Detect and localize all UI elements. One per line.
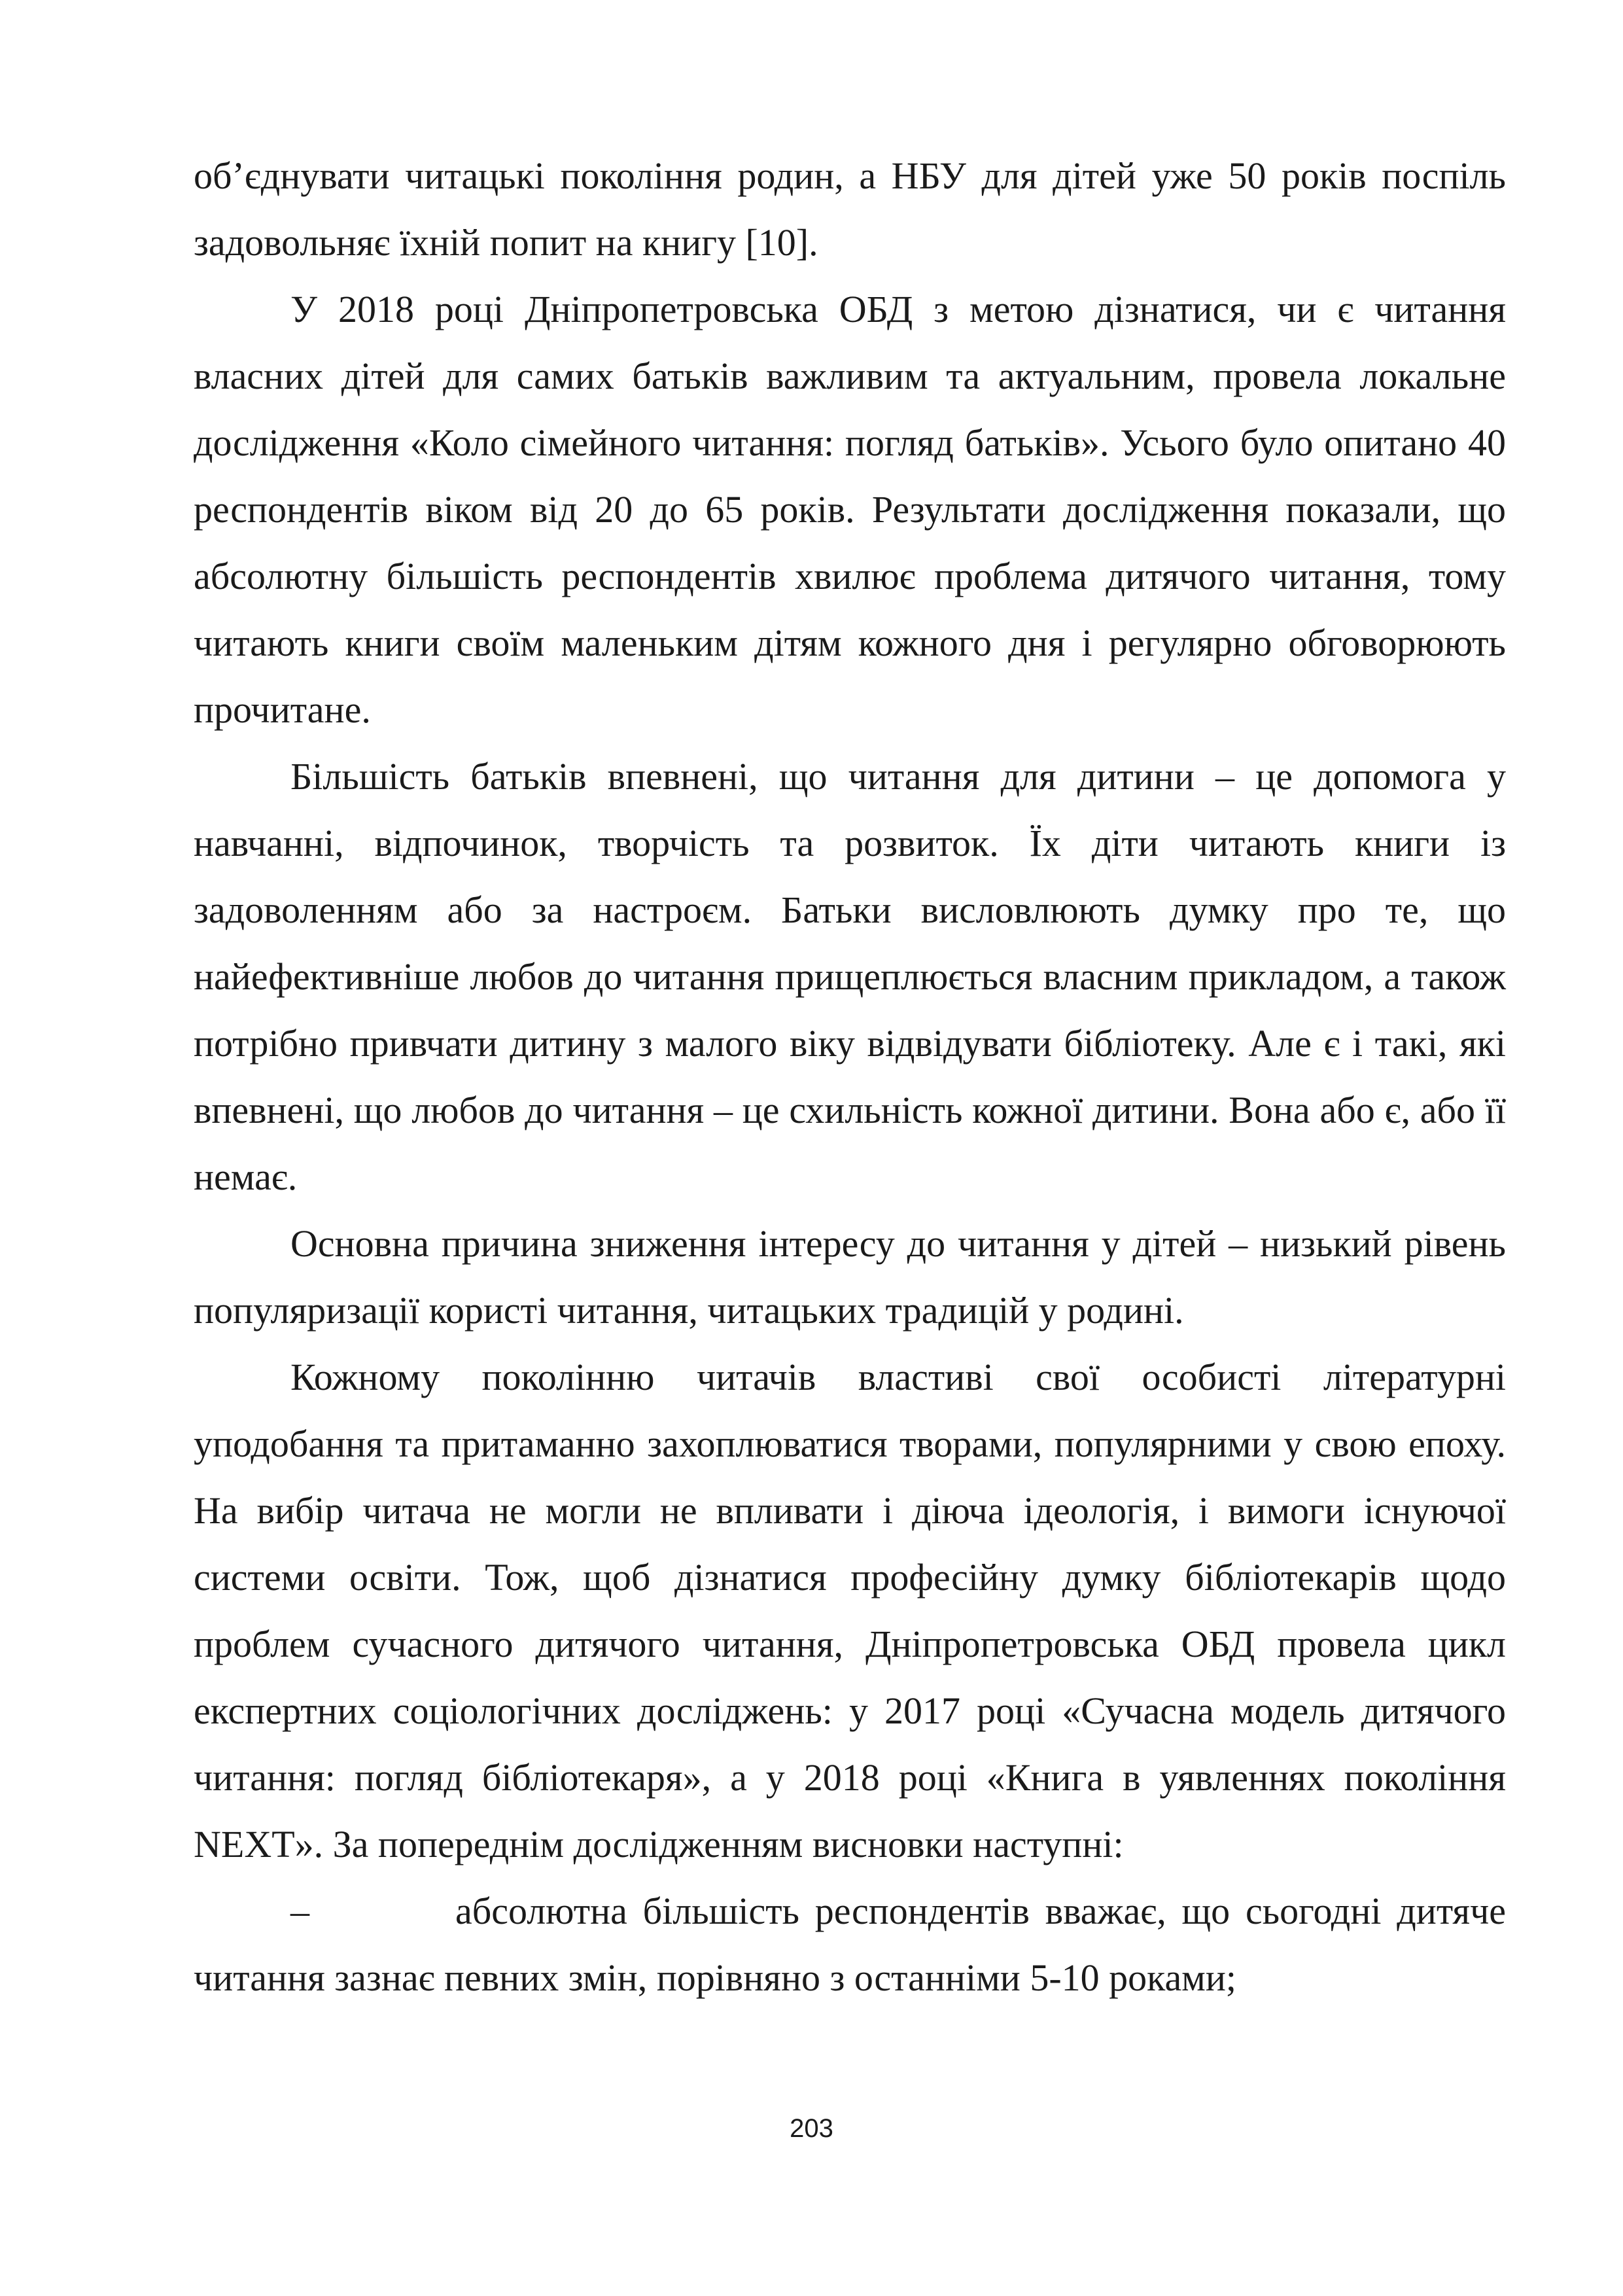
paragraph-5: Кожному поколінню читачів властиві свої особисті літературні уподобання та притаманно захоплюватися творами, популярними у свою епоху. На вибір читача не могли не впливати і діюча ідеологія, і вимоги існуючої системи освіти. Тож, щоб дізнатися професійну думку бібліотекарів щодо проблем сучасного дитячого читання, Дніпропетровська ОБД провела цикл експертних соціологічних досліджень: у 2017 році «Сучасна модель дитячого читання: погляд бібліотекаря», а у 2018 році «Книга в уявленнях покоління NEXT». За попереднім дослідженням висновки наступні: <box>194 1356 1506 1865</box>
list-item <box>194 1878 1506 2011</box>
paragraph-3: Більшість батьків впевнені, що читання для дитини – це допомога у навчанні, відпочинок, творчість та розвиток. Їх діти читають книги із задоволенням або за настроєм. Батьки висловлюють думку про те, що найефективніше любов до читання прищеплюється власним прикладом, а також потрібно привчати дитину з малого віку відвідувати бібліотеку. Але є і такі, які впевнені, що любов до читання – це схильність кожної дитини. Вона або є, або її немає. <box>194 755 1506 1198</box>
page-number: 203 <box>790 2114 833 2143</box>
list-item-text: абсолютна більшість респондентів вважає, що сьогодні дитяче читання зазнає певних змін, порівняно з останніми 5-10 роками; <box>194 1890 1506 1999</box>
paragraph-1: об’єднувати читацькі покоління родин, а НБУ для дітей уже 50 років поспіль задовольняє їхній попит на книгу [10]. <box>194 154 1506 264</box>
paragraph-2: У 2018 році Дніпропетровська ОБД з метою дізнатися, чи є читання власних дітей для самих батьків важливим та актуальним, провела локальне дослідження «Коло сімейного читання: погляд батьків». Усього було опитано 40 респондентів віком від 20 до 65 років. Результати дослідження показали, що абсолютну більшість респондентів хвилює проблема дитячого читання, тому читають книги своїм маленьким дітям кожного дня і регулярно обговорюють прочитане. <box>194 288 1506 731</box>
paragraph-4: Основна причина зниження інтересу до читання у дітей – низький рівень популяризації користі читання, читацьких традицій у родині. <box>194 1222 1506 1332</box>
body-text <box>194 143 1506 2011</box>
list-marker: – <box>290 1890 309 1932</box>
